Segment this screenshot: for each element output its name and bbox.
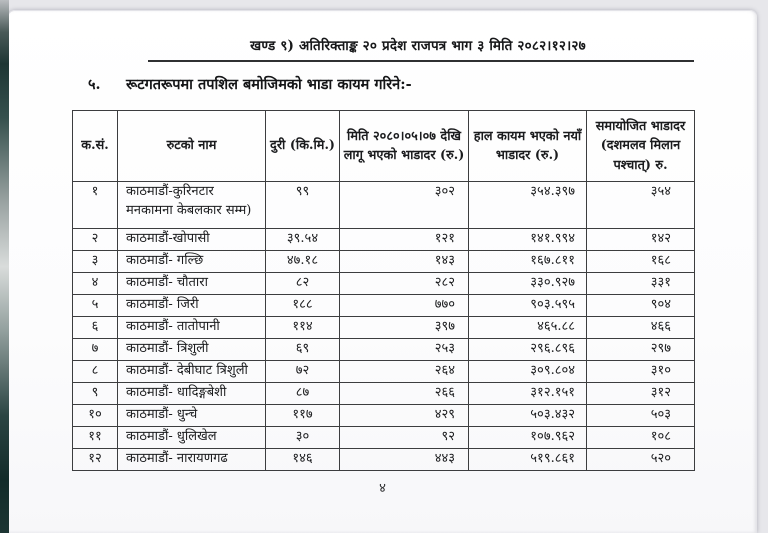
fare-2080-cell: ३९७ — [340, 317, 469, 339]
fare-2080-cell: ९२ — [340, 427, 469, 449]
header-row — [73, 111, 695, 182]
adjusted-fare-cell: २९७ — [587, 339, 695, 361]
table-row — [73, 295, 695, 317]
new-fare-cell: १०७.९६२ — [469, 427, 587, 449]
fare-2080-cell: ४२९ — [340, 405, 469, 427]
section-number: ५. — [88, 76, 101, 93]
adjusted-fare-cell: ९०४ — [587, 295, 695, 317]
fare-2080-cell: ३०२ — [340, 182, 469, 229]
serial-cell: १२ — [73, 449, 118, 471]
new-fare-cell: १६७.८११ — [469, 251, 587, 273]
distance-cell: ११४ — [266, 317, 340, 339]
gazette-page — [8, 10, 757, 533]
route-name-cell: काठमाडौं- तातोपानी — [118, 317, 266, 339]
new-fare-cell: ३३०.९२७ — [469, 273, 587, 295]
column-header-fare-2080: मिति २०८०।०५।०७ देखि लागू भएको भाडादर (रु.) — [340, 111, 469, 182]
fare-table — [72, 110, 695, 471]
distance-cell: ९९ — [266, 182, 340, 229]
serial-cell: ८ — [73, 361, 118, 383]
distance-cell: ८२ — [266, 273, 340, 295]
adjusted-fare-cell: ३३१ — [587, 273, 695, 295]
distance-cell: ११७ — [266, 405, 340, 427]
fare-2080-cell: १४३ — [340, 251, 469, 273]
distance-cell: ३० — [266, 427, 340, 449]
adjusted-fare-cell: १६८ — [587, 251, 695, 273]
adjusted-fare-cell: ३१२ — [587, 383, 695, 405]
distance-cell: ६९ — [266, 339, 340, 361]
serial-cell: ११ — [73, 427, 118, 449]
table-row — [73, 317, 695, 339]
serial-cell: १ — [73, 182, 118, 229]
fare-2080-cell: ७७० — [340, 295, 469, 317]
serial-cell: ३ — [73, 251, 118, 273]
distance-cell: ८७ — [266, 383, 340, 405]
route-name-cell: काठमाडौं- नारायणगढ — [118, 449, 266, 471]
serial-cell: ७ — [73, 339, 118, 361]
route-name-cell: काठमाडौं- जिरी — [118, 295, 266, 317]
new-fare-cell: ३१२.१५१ — [469, 383, 587, 405]
header-divider-rule — [148, 60, 694, 62]
column-header-new-fare: हाल कायम भएको नयाँ भाडादर (रु.) — [469, 111, 587, 182]
serial-cell: ४ — [73, 273, 118, 295]
photo-left-edge-shadow — [0, 0, 9, 533]
table-row — [73, 182, 695, 229]
serial-cell: २ — [73, 229, 118, 251]
fare-2080-cell: २६६ — [340, 383, 469, 405]
serial-cell: ५ — [73, 295, 118, 317]
route-name-cell: काठमाडौं- धुन्चे — [118, 405, 266, 427]
distance-cell: ३९.५४ — [266, 229, 340, 251]
new-fare-cell: २९६.८९६ — [469, 339, 587, 361]
route-name-cell: काठमाडौं- धुलिखेल — [118, 427, 266, 449]
table-row — [73, 339, 695, 361]
adjusted-fare-cell: १४२ — [587, 229, 695, 251]
adjusted-fare-cell: ३१० — [587, 361, 695, 383]
table-row — [73, 251, 695, 273]
gazette-header-line: खण्ड ९) अतिरिक्ताङ्क २० प्रदेश राजपत्र भाग ३ मिति २०८२।१२।२७ — [250, 38, 586, 54]
adjusted-fare-cell: ३५४ — [587, 182, 695, 229]
fare-2080-cell: २८२ — [340, 273, 469, 295]
new-fare-cell: ४६५.८८ — [469, 317, 587, 339]
table-row — [73, 449, 695, 471]
new-fare-cell: ३५४.३९७ — [469, 182, 587, 229]
fare-table-head — [73, 111, 695, 182]
route-name-cell: काठमाडौं- चौतारा — [118, 273, 266, 295]
distance-cell: ७२ — [266, 361, 340, 383]
column-header-distance: दुरी (कि.मि.) — [266, 111, 340, 182]
table-row — [73, 427, 695, 449]
table-row — [73, 405, 695, 427]
table-row — [73, 361, 695, 383]
serial-cell: ९ — [73, 383, 118, 405]
serial-cell: १० — [73, 405, 118, 427]
route-name-cell: काठमाडौं- देबीघाट त्रिशुली — [118, 361, 266, 383]
column-header-route-name: रुटको नाम — [118, 111, 266, 182]
fare-2080-cell: १२१ — [340, 229, 469, 251]
table-row — [73, 229, 695, 251]
new-fare-cell: ५१९.८६१ — [469, 449, 587, 471]
new-fare-cell: ३०९.८०४ — [469, 361, 587, 383]
fare-2080-cell: २५३ — [340, 339, 469, 361]
table-row — [73, 273, 695, 295]
route-name-cell: काठमाडौं-कुरिनटार मनकामना केबलकार सम्म) — [118, 182, 266, 229]
new-fare-cell: ९०३.५९५ — [469, 295, 587, 317]
distance-cell: १८८ — [266, 295, 340, 317]
adjusted-fare-cell: ४६६ — [587, 317, 695, 339]
new-fare-cell: १४१.९९४ — [469, 229, 587, 251]
route-name-cell: काठमाडौं- धादिङ्गबेशी — [118, 383, 266, 405]
adjusted-fare-cell: ५२० — [587, 449, 695, 471]
distance-cell: ४७.१८ — [266, 251, 340, 273]
serial-cell: ६ — [73, 317, 118, 339]
new-fare-cell: ५०३.४३२ — [469, 405, 587, 427]
fare-2080-cell: २६४ — [340, 361, 469, 383]
section-title: रूटगतरूपमा तपशिल बमोजिमको भाडा कायम गरिने:- — [126, 76, 412, 93]
route-name-cell: काठमाडौं-खोपासी — [118, 229, 266, 251]
adjusted-fare-cell: १०८ — [587, 427, 695, 449]
table-row — [73, 383, 695, 405]
column-header-serial: क.सं. — [73, 111, 118, 182]
route-name-cell: काठमाडौं- गल्छि — [118, 251, 266, 273]
distance-cell: १४६ — [266, 449, 340, 471]
fare-2080-cell: ४४३ — [340, 449, 469, 471]
adjusted-fare-cell: ५०३ — [587, 405, 695, 427]
fare-table-body — [73, 182, 695, 471]
section-heading — [88, 74, 708, 94]
route-name-cell: काठमाडौं- त्रिशुली — [118, 339, 266, 361]
page-number: ४ — [379, 481, 386, 496]
column-header-adjusted-fare: समायोजित भाडादर (दशमलव मिलान पश्चात्) रु. — [587, 111, 695, 182]
